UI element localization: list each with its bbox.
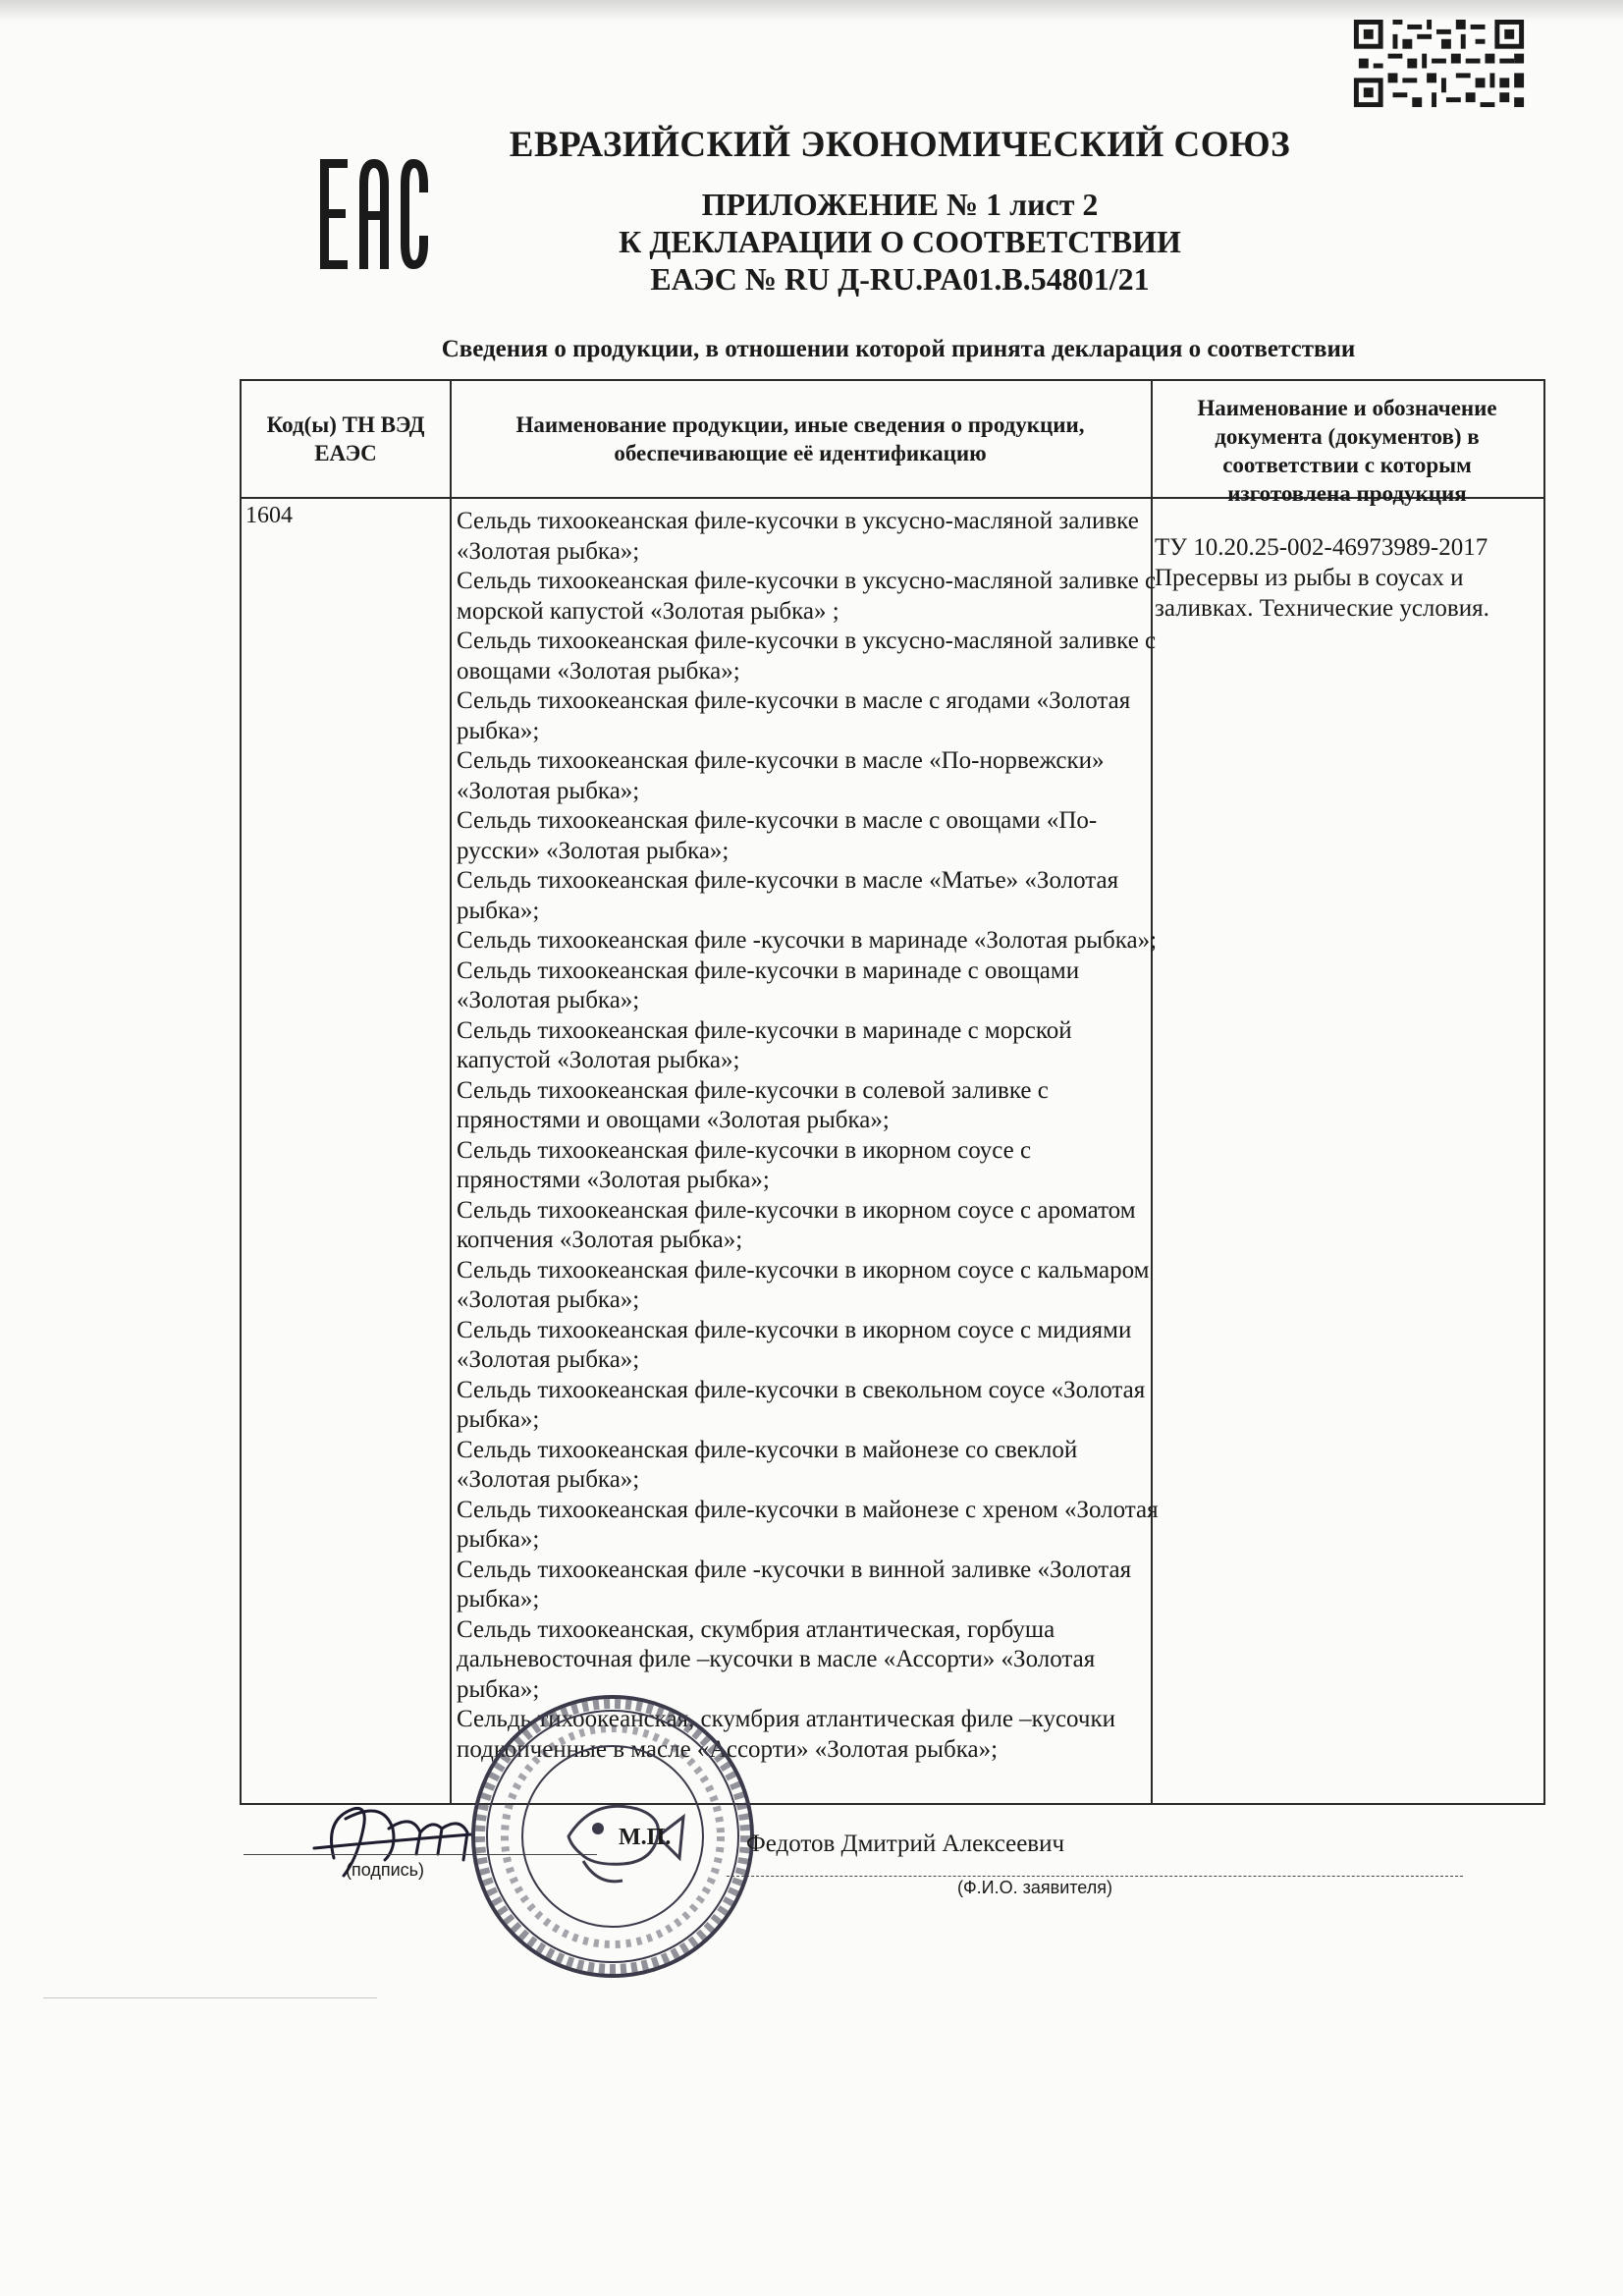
- union-title: ЕВРАЗИЙСКИЙ ЭКОНОМИЧЕСКИЙ СОЮЗ: [509, 125, 1291, 165]
- signature-label: (подпись): [346, 1860, 425, 1880]
- page-margin-line: [43, 1997, 377, 1998]
- code-cell: 1604: [245, 503, 293, 528]
- list-item: Сельдь тихоокеанская филе -кусочки в маринаде «Золотая рыбка»;: [457, 927, 1158, 954]
- fio-label: (Ф.И.О. заявителя): [957, 1878, 1112, 1897]
- list-item: Сельдь тихоокеанская филе-кусочки в маринаде с морской капустой «Золотая рыбка»;: [457, 1016, 1072, 1073]
- products-table: [240, 379, 1545, 1805]
- header-doc: Наименование и обозначение документа (документов) в соответствии с которым изготовлена продукция: [1197, 396, 1497, 506]
- list-item: Сельдь тихоокеанская филе-кусочки в масле с ягодами «Золотая рыбка»;: [457, 687, 1131, 744]
- list-item: Сельдь тихоокеанская, скумбрия атлантическая, горбуша дальневосточная филе –кусочки в масле «Ассорти» «Золотая рыбка»;: [457, 1615, 1096, 1703]
- products-list: [453, 507, 1160, 1765]
- stamp-mark: М.П.: [619, 1825, 672, 1850]
- list-item: Сельдь тихоокеанская филе-кусочки в уксусно-масляной заливке с морской капустой «Золотая рыбка» ;: [457, 568, 1157, 625]
- list-item: Сельдь тихоокеанская филе-кусочки в уксусно-масляной заливке «Золотая рыбка»;: [457, 508, 1139, 565]
- signer-name: Федотов Дмитрий Алексеевич: [746, 1831, 1065, 1857]
- list-item: Сельдь тихоокеанская филе-кусочки в маринаде с овощами «Золотая рыбка»;: [457, 957, 1080, 1013]
- list-item: Сельдь тихоокеанская филе-кусочки в солевой заливке с пряностями и овощами «Золотая рыбка»;: [457, 1076, 1049, 1133]
- qr-code-icon: [1353, 20, 1525, 112]
- list-item: Сельдь тихоокеанская, скумбрия атлантическая филе –кусочки подкопченные в масле «Ассорти» «Золотая рыбка»;: [457, 1706, 1116, 1763]
- table-subtitle: Сведения о продукции, в отношении которой принята декларация о соответствии: [441, 336, 1356, 362]
- list-item: Сельдь тихоокеанская филе-кусочки в масле с овощами «По-русски» «Золотая рыбка»;: [457, 807, 1098, 864]
- column-divider: [450, 381, 452, 1803]
- declaration-title: К ДЕКЛАРАЦИИ О СООТВЕТСТВИИ: [619, 224, 1181, 259]
- header-name: Наименование продукции, иные сведения о продукции, обеспечивающие её идентификацию: [515, 412, 1085, 465]
- declaration-number: ЕАЭС № RU Д-RU.PA01.B.54801/21: [650, 261, 1150, 297]
- list-item: Сельдь тихоокеанская филе -кусочки в винной заливке «Золотая рыбка»;: [457, 1556, 1132, 1613]
- list-item: Сельдь тихоокеанская филе-кусочки в майонезе со свеклой «Золотая рыбка»;: [457, 1436, 1078, 1493]
- header-code: Код(ы) ТН ВЭД ЕАЭС: [266, 412, 425, 465]
- list-item: Сельдь тихоокеанская филе-кусочки в майонезе с хреном «Золотая рыбка»;: [457, 1496, 1159, 1553]
- list-item: Сельдь тихоокеанская филе-кусочки в икорном соусе с пряностями «Золотая рыбка»;: [457, 1136, 1032, 1193]
- list-item: Сельдь тихоокеанская филе-кусочки в масле «Матье» «Золотая рыбка»;: [457, 867, 1119, 924]
- document-cell: ТУ 10.20.25-002-46973989-2017 Пресервы из рыбы в соусах и заливках. Технические условия.: [1155, 534, 1489, 622]
- list-item: Сельдь тихоокеанская филе-кусочки в икорном соусе с мидиями «Золотая рыбка»;: [457, 1316, 1132, 1373]
- appendix-title: ПРИЛОЖЕНИЕ № 1 лист 2: [701, 187, 1099, 222]
- round-stamp-icon: [465, 1689, 760, 1984]
- scan-edge-shadow: [0, 0, 1623, 22]
- list-item: Сельдь тихоокеанская филе-кусочки в икорном соусе с ароматом копчения «Золотая рыбка»;: [457, 1196, 1136, 1253]
- list-item: Сельдь тихоокеанская филе-кусочки в масле «По-норвежски» «Золотая рыбка»;: [457, 747, 1105, 804]
- list-item: Сельдь тихоокеанская филе-кусочки в свекольном соусе «Золотая рыбка»;: [457, 1376, 1146, 1433]
- list-item: Сельдь тихоокеанская филе-кусочки в уксусно-масляной заливке с овощами «Золотая рыбка»;: [457, 628, 1157, 684]
- fio-line: [727, 1876, 1463, 1877]
- list-item: Сельдь тихоокеанская филе-кусочки в икорном соусе с кальмаром «Золотая рыбка»;: [457, 1256, 1150, 1313]
